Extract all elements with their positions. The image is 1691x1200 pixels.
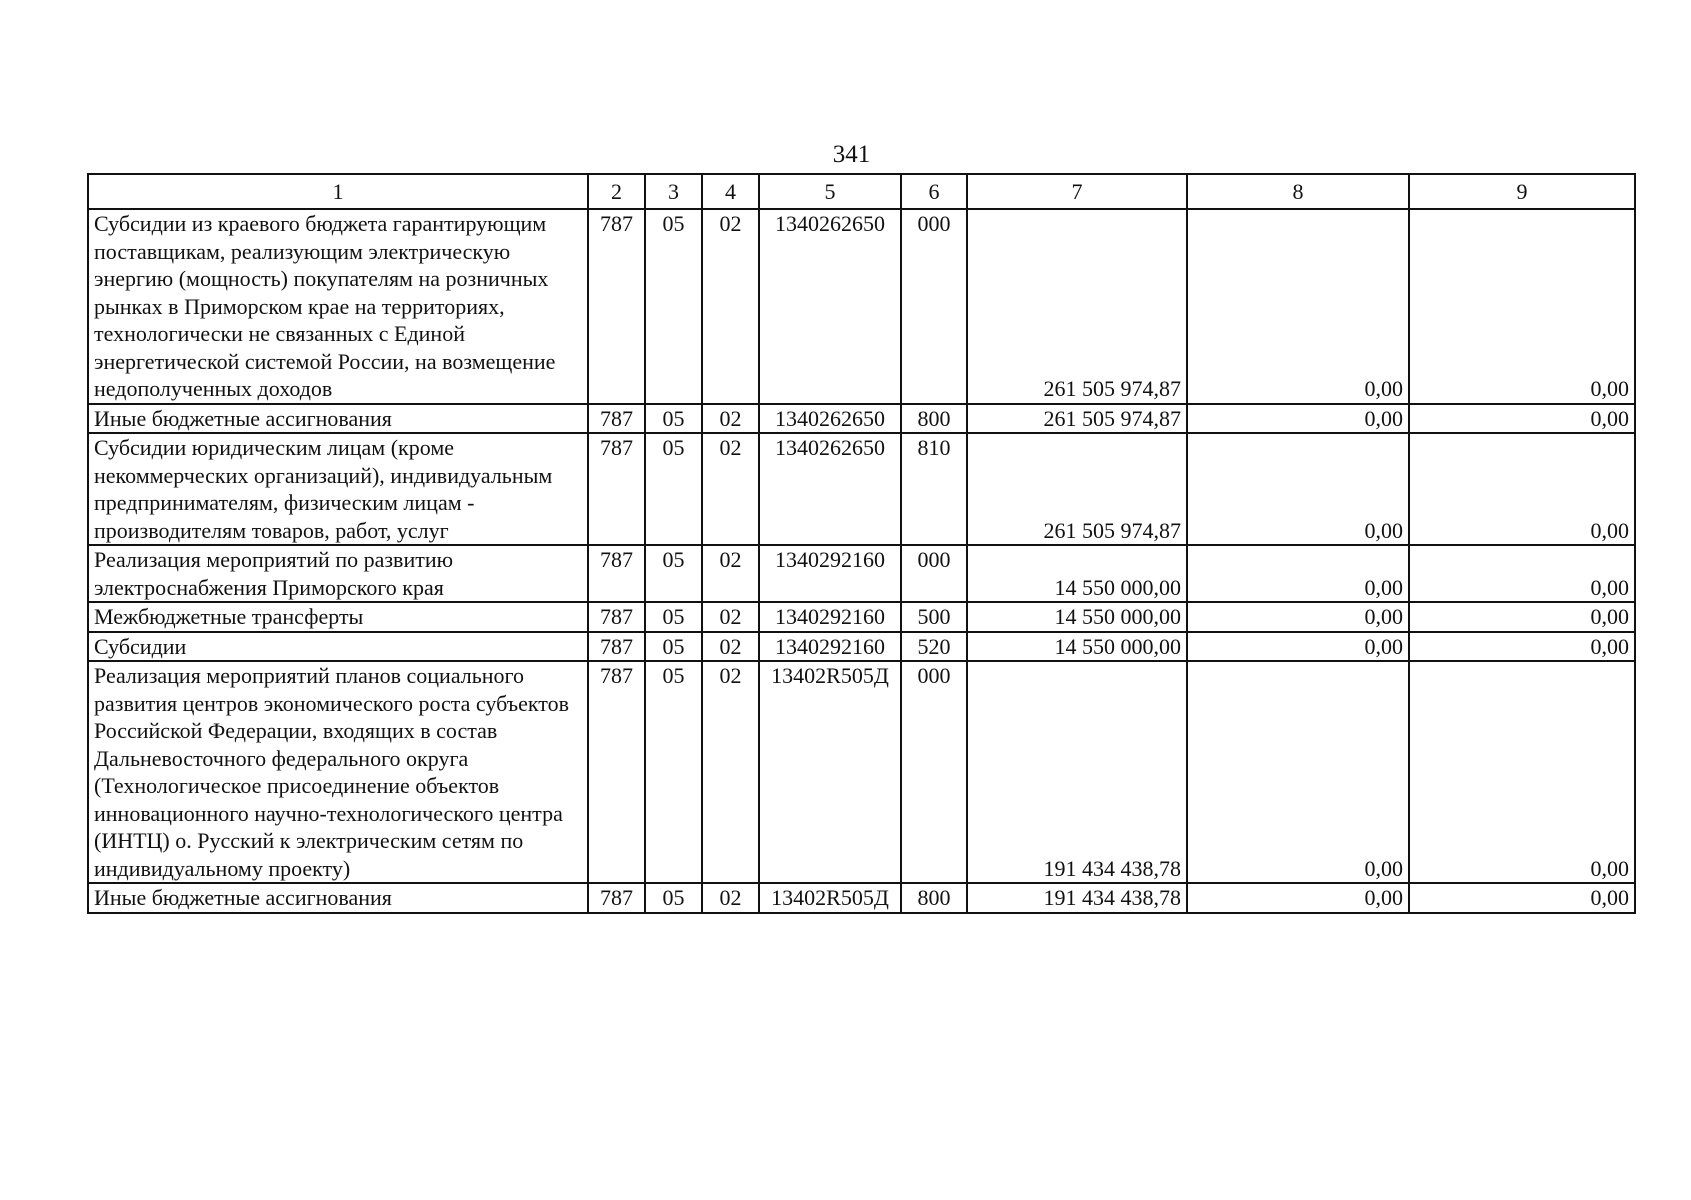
- amount-col9-cell: 0,00: [1409, 602, 1635, 632]
- expense-type-cell: 800: [901, 404, 967, 434]
- amount-col9-cell: 0,00: [1409, 433, 1635, 545]
- row-name-cell: Субсидии из краевого бюджета гарантирующим поставщикам, реализующим электрическую энергию (мощность) покупателям на розничных рынках в Приморском крае на территориях, технологически не связанных с Единой энергетической системой России, на возмещение недополученных доходов: [88, 209, 588, 404]
- expense-type-cell: 000: [901, 661, 967, 883]
- amount-col7-cell: 191 434 438,78: [967, 661, 1187, 883]
- target-article-cell: 1340292160: [759, 632, 901, 662]
- section-cell: 05: [645, 545, 702, 602]
- amount-col9-cell: 0,00: [1409, 209, 1635, 404]
- section-cell: 05: [645, 209, 702, 404]
- subsection-cell: 02: [702, 602, 759, 632]
- column-header: 8: [1187, 174, 1409, 209]
- subsection-cell: 02: [702, 883, 759, 913]
- amount-col9-cell: 0,00: [1409, 661, 1635, 883]
- table-row: [88, 632, 1635, 662]
- row-name-cell: Межбюджетные трансферты: [88, 602, 588, 632]
- admin-code-cell: 787: [588, 602, 645, 632]
- page-number: 341: [832, 141, 871, 168]
- expense-type-cell: 000: [901, 209, 967, 404]
- amount-col8-cell: 0,00: [1187, 883, 1409, 913]
- column-header: 3: [645, 174, 702, 209]
- amount-col7-cell: 14 550 000,00: [967, 632, 1187, 662]
- target-article-cell: 1340292160: [759, 602, 901, 632]
- subsection-cell: 02: [702, 632, 759, 662]
- amount-col9-cell: 0,00: [1409, 404, 1635, 434]
- row-name-cell: Иные бюджетные ассигнования: [88, 404, 588, 434]
- row-name-cell: Субсидии юридическим лицам (кроме некоммерческих организаций), индивидуальным предпринимателям, физическим лицам - производителям товаров, работ, услуг: [88, 433, 588, 545]
- column-header: 4: [702, 174, 759, 209]
- table-row: [88, 209, 1635, 404]
- amount-col7-cell: 14 550 000,00: [967, 545, 1187, 602]
- amount-col7-cell: 261 505 974,87: [967, 209, 1187, 404]
- target-article-cell: 1340262650: [759, 433, 901, 545]
- amount-col8-cell: 0,00: [1187, 433, 1409, 545]
- amount-col8-cell: 0,00: [1187, 209, 1409, 404]
- table-row: [88, 545, 1635, 602]
- admin-code-cell: 787: [588, 545, 645, 602]
- table-row: [88, 661, 1635, 883]
- expense-type-cell: 810: [901, 433, 967, 545]
- expense-type-cell: 800: [901, 883, 967, 913]
- target-article-cell: 13402R505Д: [759, 883, 901, 913]
- amount-col8-cell: 0,00: [1187, 632, 1409, 662]
- subsection-cell: 02: [702, 545, 759, 602]
- section-cell: 05: [645, 661, 702, 883]
- table-row: [88, 433, 1635, 545]
- row-name-cell: Субсидии: [88, 632, 588, 662]
- amount-col8-cell: 0,00: [1187, 602, 1409, 632]
- expense-type-cell: 520: [901, 632, 967, 662]
- amount-col9-cell: 0,00: [1409, 545, 1635, 602]
- subsection-cell: 02: [702, 209, 759, 404]
- admin-code-cell: 787: [588, 883, 645, 913]
- subsection-cell: 02: [702, 433, 759, 545]
- target-article-cell: 1340292160: [759, 545, 901, 602]
- section-cell: 05: [645, 404, 702, 434]
- amount-col7-cell: 14 550 000,00: [967, 602, 1187, 632]
- target-article-cell: 13402R505Д: [759, 661, 901, 883]
- admin-code-cell: 787: [588, 404, 645, 434]
- section-cell: 05: [645, 433, 702, 545]
- row-name-cell: Иные бюджетные ассигнования: [88, 883, 588, 913]
- amount-col7-cell: 191 434 438,78: [967, 883, 1187, 913]
- section-cell: 05: [645, 632, 702, 662]
- expense-type-cell: 500: [901, 602, 967, 632]
- row-name-cell: Реализация мероприятий планов социального развития центров экономического роста субъектов Российской Федерации, входящих в состав Дальневосточного федерального округа (Технологическое присоединение объектов инновационного научно-технологического центра (ИНТЦ) о. Русский к электрическим сетям по индивидуальному проекту): [88, 661, 588, 883]
- admin-code-cell: 787: [588, 209, 645, 404]
- subsection-cell: 02: [702, 661, 759, 883]
- table-row: [88, 602, 1635, 632]
- subsection-cell: 02: [702, 404, 759, 434]
- table-header-row: [88, 174, 1635, 209]
- column-header: 2: [588, 174, 645, 209]
- expense-type-cell: 000: [901, 545, 967, 602]
- amount-col7-cell: 261 505 974,87: [967, 404, 1187, 434]
- amount-col8-cell: 0,00: [1187, 661, 1409, 883]
- amount-col8-cell: 0,00: [1187, 545, 1409, 602]
- section-cell: 05: [645, 883, 702, 913]
- row-name-cell: Реализация мероприятий по развитию электроснабжения Приморского края: [88, 545, 588, 602]
- amount-col9-cell: 0,00: [1409, 883, 1635, 913]
- table-row: [88, 883, 1635, 913]
- admin-code-cell: 787: [588, 433, 645, 545]
- target-article-cell: 1340262650: [759, 404, 901, 434]
- column-header: 6: [901, 174, 967, 209]
- section-cell: 05: [645, 602, 702, 632]
- amount-col8-cell: 0,00: [1187, 404, 1409, 434]
- amount-col9-cell: 0,00: [1409, 632, 1635, 662]
- column-header: 7: [967, 174, 1187, 209]
- table-row: [88, 404, 1635, 434]
- amount-col7-cell: 261 505 974,87: [967, 433, 1187, 545]
- target-article-cell: 1340262650: [759, 209, 901, 404]
- column-header: 5: [759, 174, 901, 209]
- admin-code-cell: 787: [588, 632, 645, 662]
- budget-table: [87, 173, 1636, 914]
- column-header: 9: [1409, 174, 1635, 209]
- admin-code-cell: 787: [588, 661, 645, 883]
- column-header: 1: [88, 174, 588, 209]
